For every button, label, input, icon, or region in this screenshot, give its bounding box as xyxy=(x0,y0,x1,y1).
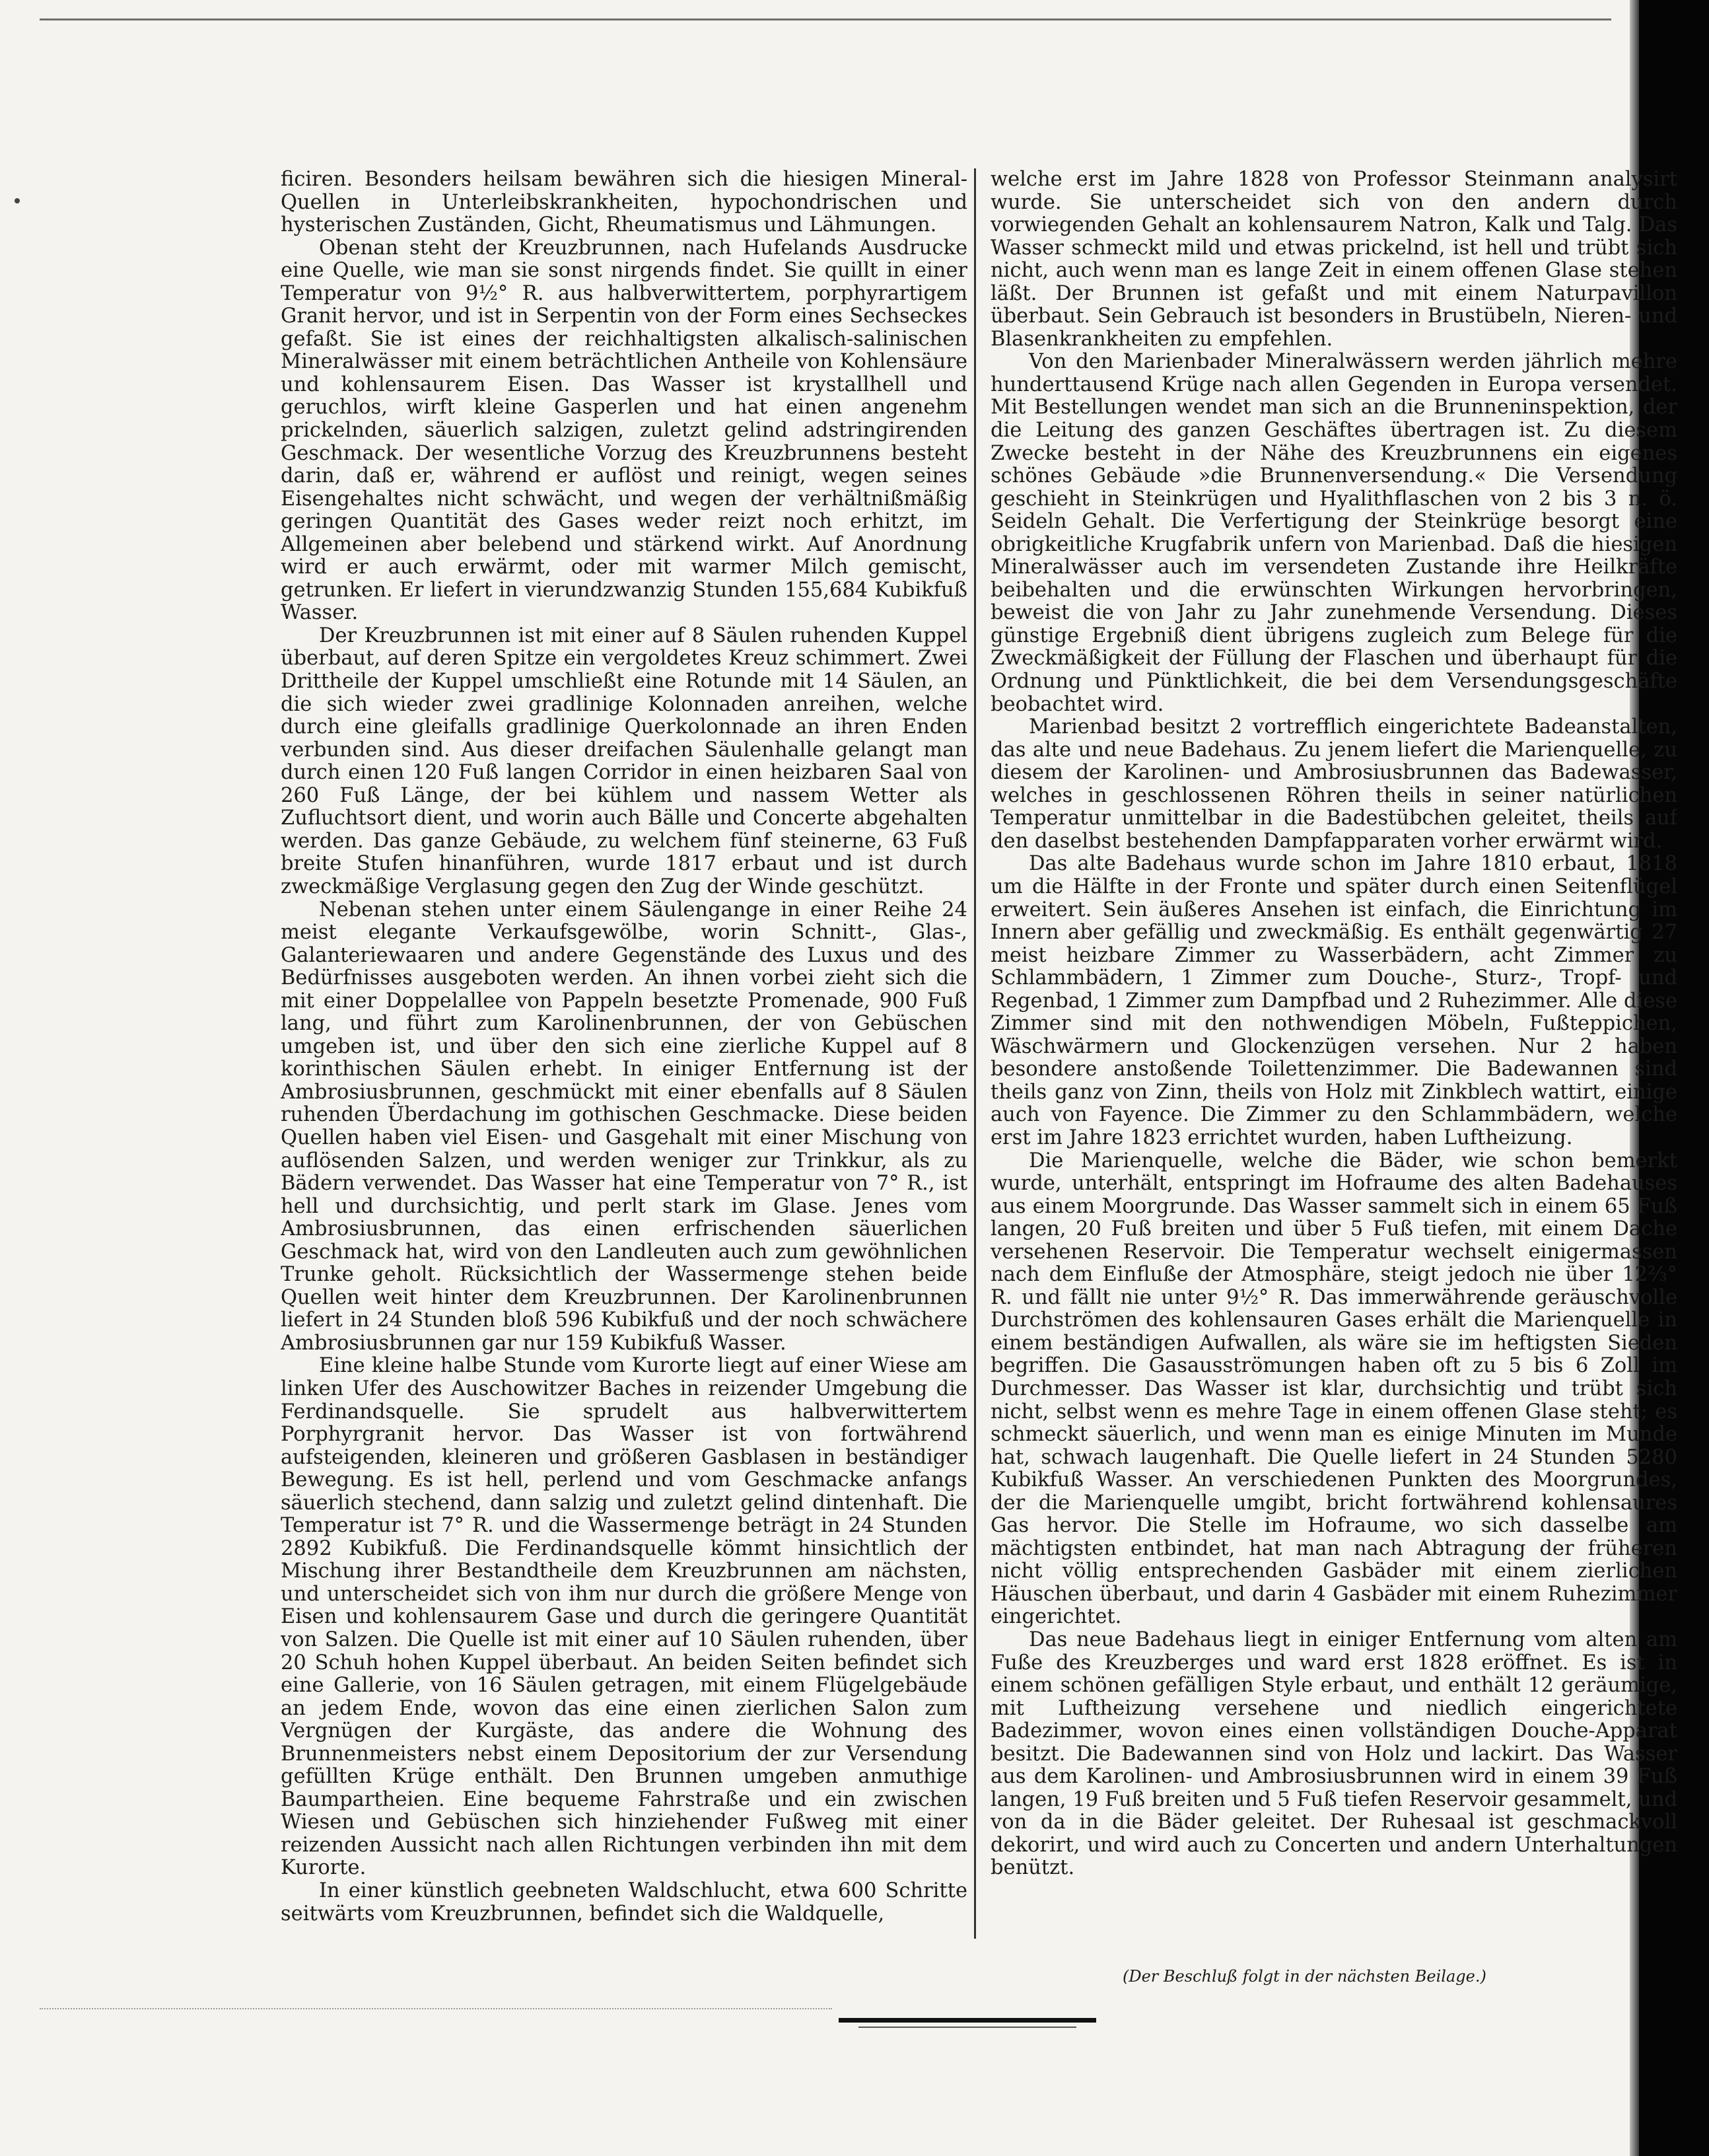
continuation-note: (Der Beschluß folgt in der nächsten Beilage.) xyxy=(1123,1967,1486,1986)
end-rule-thin xyxy=(858,2027,1076,2028)
right-paragraph-2: Von den Marienbader Mineralwässern werden jährlich mehre hunderttausend Krüge nach allen Gegenden in Europa versendet. Mit Bestellungen wendet man sich an die Brunneninspektion, der die Leitung des ganzen Geschäftes übertragen ist. Zu diesem Zwecke besteht in der Nähe des Kreuzbrunnens ein eigenes schönes Gebäude »die Brunnenversendung.« Die Versendung geschieht in Steinkrügen und Hyalithflaschen von 2 bis 3 n. ö. Seideln Gehalt. Die Verfertigung der Steinkrüge besorgt eine obrigkeitliche Krugfabrik unfern von Marienbad. Daß die hiesigen Mineralwässer auch im versendeten Zustande ihre Heilkräfte beibehalten und die erwünschten Wirkungen hervorbringen, beweist die von Jahr zu Jahr zunehmende Versendung. Dieses günstige Ergebniß dient übrigens zugleich zum Belege für die Zweckmäßigkeit der Füllung der Flaschen und überhaupt für die Ordnung und Pünktlichkeit, die bei dem Versendungsgeschäfte beobachtet wird. xyxy=(991,350,1677,716)
right-paragraph-4: Das alte Badehaus wurde schon im Jahre 1810 erbaut, 1818 um die Hälfte in der Fronte und später durch einen Seitenflügel erweitert. Sein äußeres Ansehen ist einfach, die Einrichtung im Innern aber gefällig und zweckmäßig. Es enthält gegenwärtig 27 meist heizbare Zimmer zu Wasserbädern, acht Zimmer zu Schlammbädern, 1 Zimmer zum Douche-, Sturz-, Tropf- und Regenbad, 1 Zimmer zum Dampfbad und 2 Ruhezimmer. Alle diese Zimmer sind mit den nothwendigen Möbeln, Fußteppichen, Wäschwärmern und Glockenzügen versehen. Nur 2 haben besondere anstoßende Toilettenzimmer. Die Badewannen sind theils ganz von Zinn, theils von Holz mit Zinkblech wattirt, einige auch von Fayence. Die Zimmer zu den Schlammbädern, welche erst im Jahre 1823 errichtet wurden, haben Luftheizung. xyxy=(991,852,1677,1149)
left-paragraph-3: Der Kreuzbrunnen ist mit einer auf 8 Säulen ruhenden Kuppel überbaut, auf deren Spitze ein vergoldetes Kreuz schimmert. Zwei Drittheile der Kuppel umschließt eine Rotunde mit 14 Säulen, an die sich wieder zwei gradlinige Kolonnaden anreihen, welche durch eine gleifalls gradlinige Querkolonnade an ihren Enden verbunden sind. Aus dieser dreifachen Säulenhalle gelangt man durch einen 120 Fuß langen Corridor in einen heizbaren Saal von 260 Fuß Länge, der bei kühlem und nassem Wetter als Zufluchtsort dient, und worin auch Bälle und Concerte abgehalten werden. Das ganze Gebäude, zu welchem fünf steinerne, 63 Fuß breite Stufen hinanführen, wurde 1817 erbaut und ist durch zweckmäßige Verglasung gegen den Zug der Winde geschützt. xyxy=(281,624,967,898)
left-paragraph-4: Nebenan stehen unter einem Säulengange in einer Reihe 24 meist elegante Verkaufsgewölbe, worin Schnitt-, Glas-, Galanteriewaaren und andere Gegenstände des Luxus und des Bedürfnisses ausgeboten werden. An ihnen vorbei zieht sich die mit einer Doppelallee von Pappeln besetzte Promenade, 900 Fuß lang, und führt zum Karolinenbrunnen, der von Gebüschen umgeben ist, und über den sich eine zierliche Kuppel auf 8 korinthischen Säulen erhebt. In einiger Entfernung ist der Ambrosiusbrunnen, geschmückt mit einer ebenfalls auf 8 Säulen ruhenden Überdachung im gothischen Geschmacke. Diese beiden Quellen haben viel Eisen- und Gasgehalt mit einer Mischung von auflösenden Salzen, und werden weniger zur Trinkkur, als zu Bädern verwendet. Das Wasser hat eine Temperatur von 7° R., ist hell und durchsichtig, und perlt stark im Glase. Jenes vom Ambrosiusbrunnen, das einen erfrischenden säuerlichen Geschmack hat, wird von den Landleuten auch zum gewöhnlichen Trunke geholt. Rücksichtlich der Wassermenge stehen beide Quellen weit hinter dem Kreuzbrunnen. Der Karolinenbrunnen liefert in 24 Stunden bloß 596 Kubikfuß und der noch schwächere Ambrosiusbrunnen gar nur 159 Kubikfuß Wasser. xyxy=(281,898,967,1355)
left-paragraph-1: ficiren. Besonders heilsam bewähren sich die hiesigen Mineral-Quellen in Unterleibskrankheiten, hypochondrischen und hysterischen Zuständen, Gicht, Rheumatismus und Lähmungen. xyxy=(281,168,967,237)
right-paragraph-3: Marienbad besitzt 2 vortrefflich eingerichtete Badeanstalten, das alte und neue Badehaus. Zu jenem liefert die Marienquelle, zu diesem der Karolinen- und Ambrosiusbrunnen das Badewasser, welches in geschlossenen Röhren theils in seiner natürlichen Temperatur unmittelbar in die Badestübchen geleitet, theils auf den daselbst bestehenden Dampfapparaten vorher erwärmt wird. xyxy=(991,715,1677,853)
column-divider xyxy=(974,168,976,1939)
top-rule xyxy=(40,18,1611,20)
left-paragraph-2: Obenan steht der Kreuzbrunnen, nach Hufelands Ausdrucke eine Quelle, wie man sie sonst nirgends findet. Sie quillt in einer Temperatur von 9½° R. aus halbverwittertem, porphyrartigem Granit hervor, und ist in Serpentin von der Form eines Sechseckes gefaßt. Sie ist eines der reichhaltigsten alkalisch-salinischen Mineralwässer mit einem beträchtlichen Antheile von Kohlensäure und kohlensaurem Eisen. Das Wasser ist krystallhell und geruchlos, wirft kleine Gasperlen und hat einen angenehm prickelnden, säuerlich salzigen, zuletzt gelind adstringirenden Geschmack. Der wesentliche Vorzug des Kreuzbrunnens besteht darin, daß er, während er auflöst und reinigt, wegen seines Eisengehaltes nicht schwächt, und wegen der verhältnißmäßig geringen Quantität des Gases weder reizt noch erhitzt, im Allgemeinen aber belebend und stärkend wirkt. Auf Anordnung wird er auch erwärmt, oder mit warmer Milch gemischt, getrunken. Er liefert in vierundzwanzig Stunden 155,684 Kubikfuß Wasser. xyxy=(281,236,967,625)
end-rule xyxy=(839,2018,1096,2023)
left-paragraph-5: Eine kleine halbe Stunde vom Kurorte liegt auf einer Wiese am linken Ufer des Auschowitzer Baches in reizender Umgebung die Ferdinandsquelle. Sie sprudelt aus halbverwittertem Porphyrgranit hervor. Das Wasser ist von fortwährend aufsteigenden, kleineren und größeren Gasblasen in beständiger Bewegung. Es ist hell, perlend und vom Geschmacke anfangs säuerlich stechend, dann salzig und zuletzt gelind dintenhaft. Die Temperatur ist 7° R. und die Wassermenge beträgt in 24 Stunden 2892 Kubikfuß. Die Ferdinandsquelle kömmt hinsichtlich der Mischung ihrer Bestandtheile dem Kreuzbrunnen am nächsten, und unterscheidet sich von ihm nur durch die größere Menge von Eisen und kohlensaurem Gase und durch die geringere Quantität von Salzen. Die Quelle ist mit einer auf 10 Säulen ruhenden, über 20 Schuh hohen Kuppel überbaut. An beiden Seiten befindet sich eine Gallerie, von 16 Säulen getragen, mit einem Flügelgebäude an jedem Ende, wovon das eine einen zierlichen Salon zum Vergnügen der Kurgäste, das andere die Wohnung des Brunnenmeisters nebst einem Depositorium der zur Versendung gefüllten Krüge enthält. Den Brunnen umgeben anmuthige Baumpartheien. Eine bequeme Fahrstraße und ein zwischen Wiesen und Gebüschen sich hinziehender Fußweg mit einer reizenden Aussicht nach allen Richtungen verbinden ihn mit dem Kurorte. xyxy=(281,1354,967,1880)
right-column xyxy=(991,168,1677,1972)
left-column xyxy=(281,168,967,1972)
right-paragraph-6: Das neue Badehaus liegt in einiger Entfernung vom alten am Fuße des Kreuzberges und ward erst 1828 eröffnet. Es ist in einem schönen gefälligen Style erbaut, und enthält 12 geräumige, mit Luftheizung versehene und niedlich eingerichtete Badezimmer, wovon eines einen vollständigen Douche-Apparat besitzt. Die Badewannen sind von Holz und lackirt. Das Wasser aus dem Karolinen- und Ambrosiusbrunnen wird in einem 39 Fuß langen, 19 Fuß breiten und 5 Fuß tiefen Reservoir gesammelt, und von da in die Bäder geleitet. Der Ruhesaal ist geschmackvoll dekorirt, und wird auch zu Concerten und andern Unterhaltungen benützt. xyxy=(991,1628,1677,1880)
left-paragraph-6: In einer künstlich geebneten Waldschlucht, etwa 600 Schritte seitwärts vom Kreuzbrunnen, befindet sich die Waldquelle, xyxy=(281,1879,967,1925)
paper-speck xyxy=(15,198,20,203)
right-paragraph-5: Die Marienquelle, welche die Bäder, wie schon bemerkt wurde, unterhält, entspringt im Hofraume des alten Badehauses aus einem Moorgrunde. Das Wasser sammelt sich in einem 65 Fuß langen, 20 Fuß breiten und über 5 Fuß tiefen, mit einem Dache versehenen Reservoir. Die Temperatur wechselt einigermassen nach dem Einfluße der Atmosphäre, steigt jedoch nie über 12⅔° R. und fällt nie unter 9½° R. Das immerwährende geräuschvolle Durchströmen des kohlensauren Gases erhält die Marienquelle in einem beständigen Aufwallen, als wäre sie im heftigsten Sieden begriffen. Die Gasausströmungen haben oft zu 5 bis 6 Zoll im Durchmesser. Das Wasser ist klar, durchsichtig und trübt sich nicht, selbst wenn es mehre Tage in einem offenen Glase steht; es schmeckt säuerlich, und wenn man es einige Minuten im Munde hat, schwach laugenhaft. Die Quelle liefert in 24 Stunden 5280 Kubikfuß Wasser. An verschiedenen Punkten des Moorgrundes, der die Marienquelle umgibt, bricht fortwährend kohlensaures Gas hervor. Die Stelle im Hofraume, wo sich dasselbe am mächtigsten entbindet, hat man nach Abtragung der früheren nicht völlig entsprechenden Gasbäder mit einem zierlichen Häuschen überbaut, und darin 4 Gasbäder mit einem Ruhezimmer eingerichtet. xyxy=(991,1149,1677,1629)
dotted-line xyxy=(40,2008,832,2009)
right-paragraph-1: welche erst im Jahre 1828 von Professor Steinmann analysirt wurde. Sie unterscheidet sich von den andern durch vorwiegenden Gehalt an kohlensaurem Natron, Kalk und Talg. Das Wasser schmeckt mild und etwas prickelnd, ist hell und trübt sich nicht, auch wenn man es lange Zeit in einem offenen Glase stehen läßt. Der Brunnen ist gefaßt und mit einem Naturpavillon überbaut. Sein Gebrauch ist besonders in Brustübeln, Nieren- und Blasenkrankheiten zu empfehlen. xyxy=(991,168,1677,351)
